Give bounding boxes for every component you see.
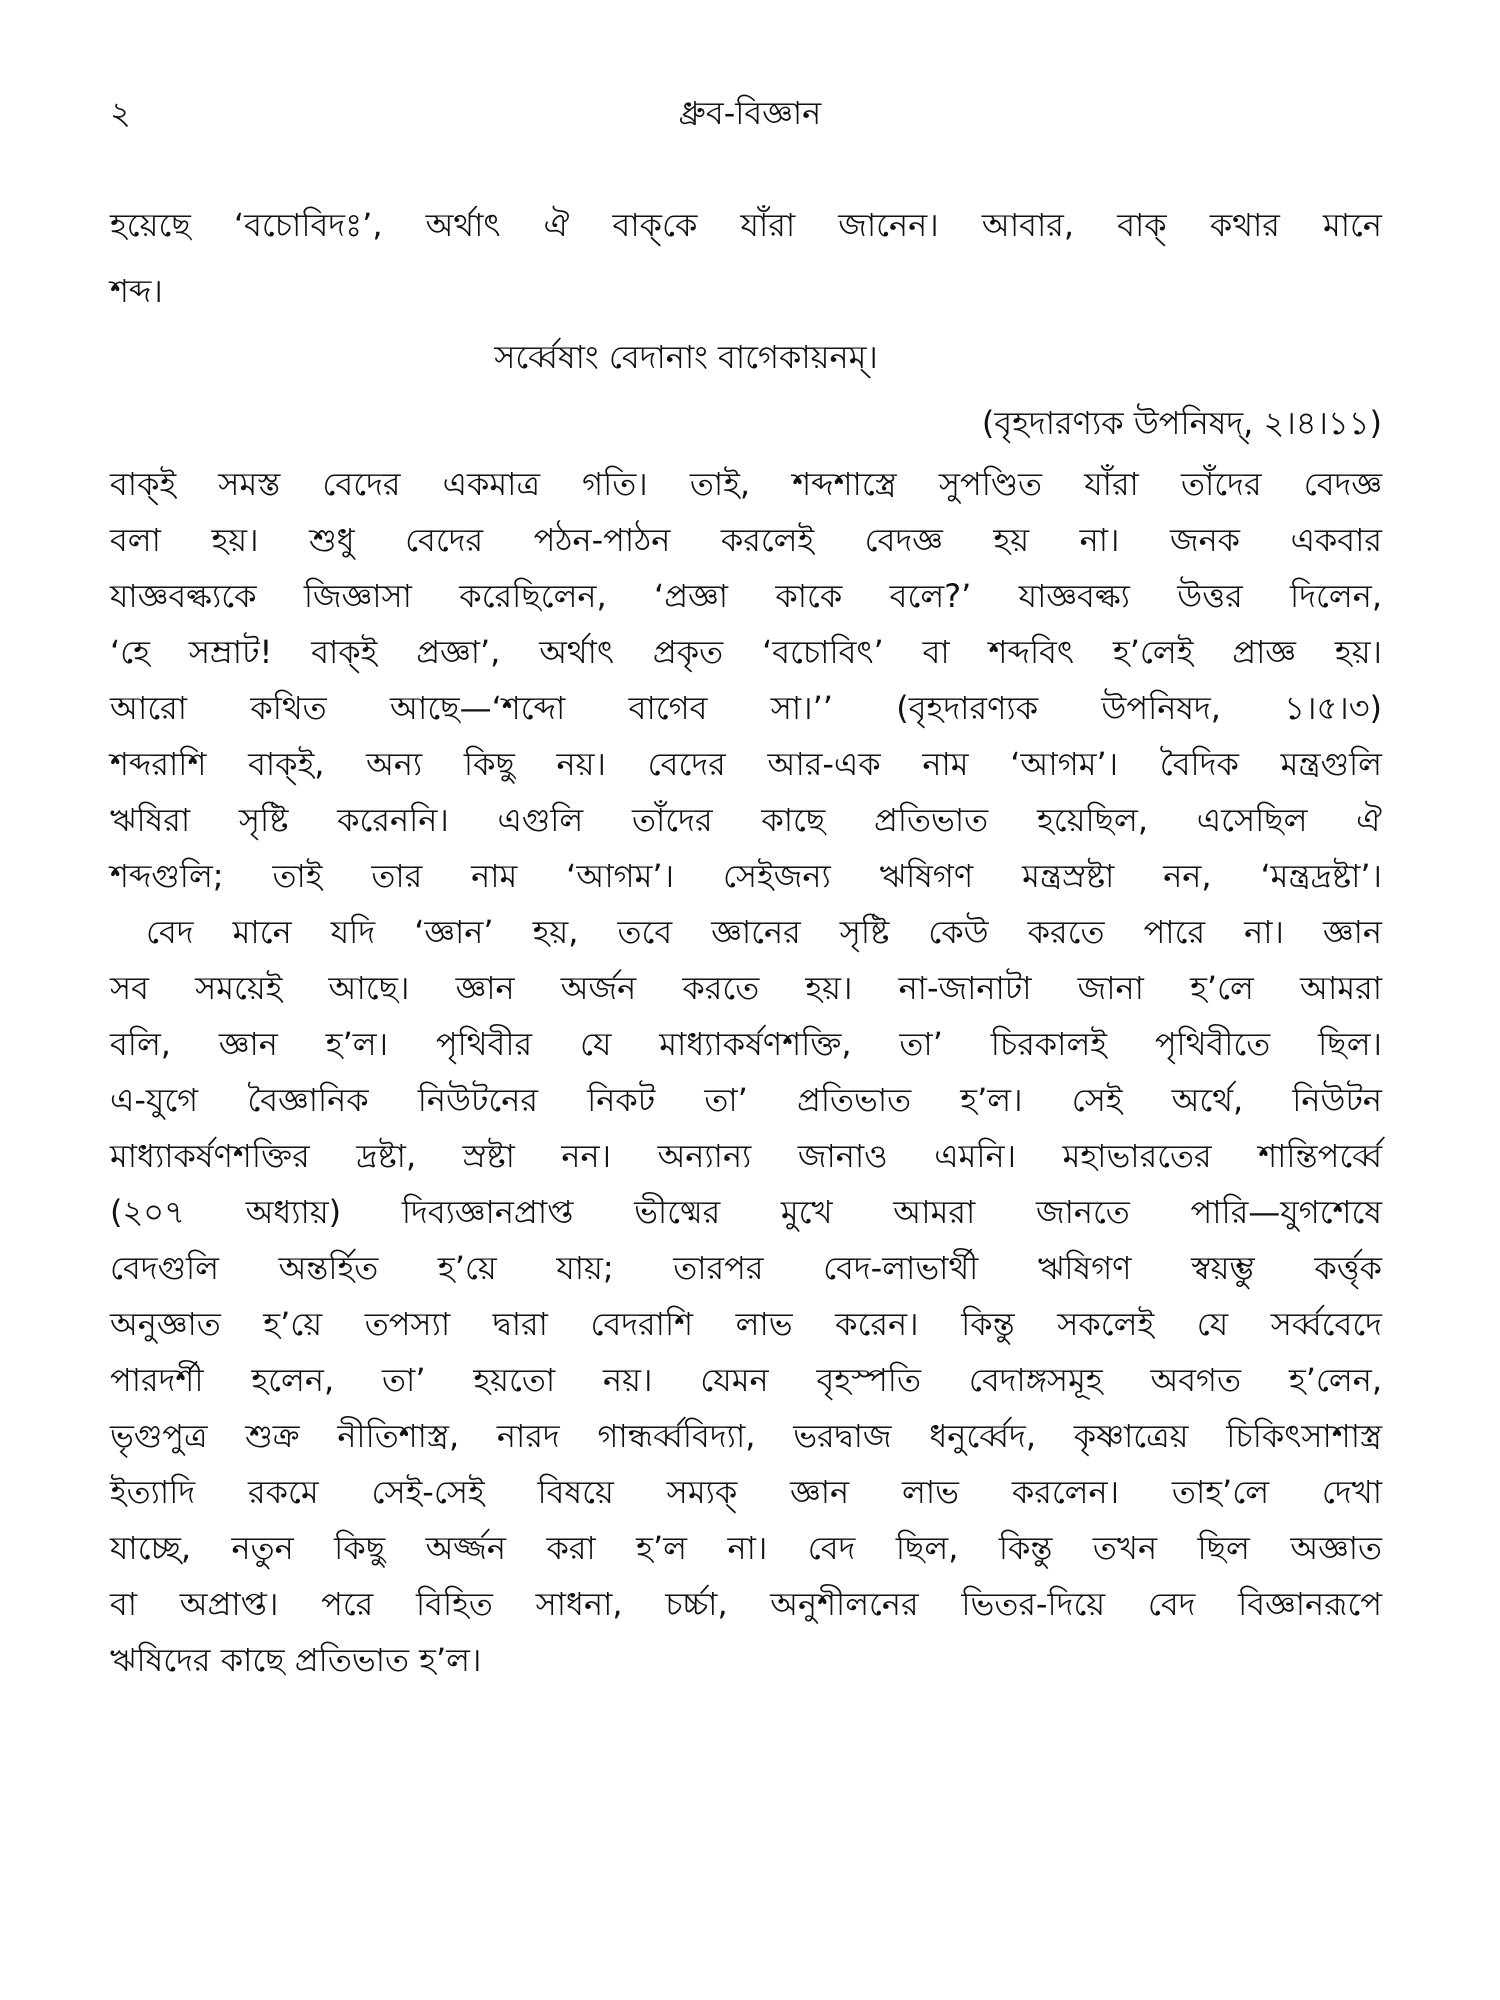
text-line: এ-যুগে বৈজ্ঞানিক নিউটনের নিকট তা’ প্রতিভাত হ’ল। সেই অর্থে, নিউটন [110,1081,1382,1119]
text-line: হয়েছে ‘বচোবিদঃ’, অর্থাৎ ঐ বাক্‌কে যাঁরা জানেন। আবার, বাক্ কথার মানে [110,206,1382,244]
text-line: বলা হয়। শুধু বেদের পঠন-পাঠন করলেই বেদজ্ঞ হয় না। জনক একবার [110,521,1382,559]
page-number: ২ [110,94,131,132]
page-body [110,192,1382,1688]
quote-citation: (বৃহদারণ্যক উপনিষদ্, ২।৪।১১) [981,404,1382,442]
text-line: বা অপ্রাপ্ত। পরে বিহিত সাধনা, চর্চ্চা, অনুশীলনের ভিতর-দিয়ে বেদ বিজ্ঞানরূপে [110,1585,1382,1623]
text-line: বলি, জ্ঞান হ’ল। পৃথিবীর যে মাধ্যাকর্ষণশক্তি, তা’ চিরকালই পৃথিবীতে ছিল। [110,1025,1382,1063]
text-line: আরো কথিত আছে—‘শব্দো বাগেব সা।’’ (বৃহদারণ্যক উপনিষদ, ১।৫।৩) [110,689,1382,727]
text-line: সব সময়েই আছে। জ্ঞান অর্জন করতে হয়। না-জানাটা জানা হ’লে আমরা [110,969,1382,1007]
text-line: শব্দগুলি; তাই তার নাম ‘আগম’। সেইজন্য ঋষিগণ মন্ত্রস্রষ্টা নন, ‘মন্ত্রদ্রষ্টা’। [110,857,1382,895]
text-line: পারদর্শী হলেন, তা’ হয়তো নয়। যেমন বৃহস্পতি বেদাঙ্গসমূহ অবগত হ’লেন, [110,1361,1382,1399]
text-line: শব্দরাশি বাক্‌ই, অন্য কিছু নয়। বেদের আর-এক নাম ‘আগম’। বৈদিক মন্ত্রগুলি [110,745,1382,783]
text-line: শব্দ। [110,272,163,310]
text-line: যাচ্ছে, নতুন কিছু অর্জ্জন করা হ’ল না। বেদ ছিল, কিন্তু তখন ছিল অজ্ঞাত [110,1529,1382,1567]
text-line: (২০৭ অধ্যায়) দিব্যজ্ঞানপ্রাপ্ত ভীষ্মের মুখে আমরা জানতে পারি—যুগশেষে [110,1193,1382,1231]
text-line: ইত্যাদি রকমে সেই-সেই বিষয়ে সম্যক্ জ্ঞান লাভ করলেন। তাহ’লে দেখা [110,1473,1382,1511]
text-line: অনুজ্ঞাত হ’য়ে তপস্যা দ্বারা বেদরাশি লাভ করেন। কিন্তু সকলেই যে সর্ব্ববেদে [110,1305,1382,1343]
text-line: ঋষিদের কাছে প্রতিভাত হ’ল। [110,1641,482,1679]
text-line: বেদগুলি অন্তর্হিত হ’য়ে যায়; তারপর বেদ-লাভার্থী ঋষিগণ স্বয়ম্ভু কর্ত্তৃক [110,1249,1382,1287]
text-line: যাজ্ঞবল্ক্যকে জিজ্ঞাসা করেছিলেন, ‘প্রজ্ঞা কাকে বলে?’ যাজ্ঞবল্ক্য উত্তর দিলেন, [110,577,1382,615]
sanskrit-quote: সর্ব্বেষাং বেদানাং বাগেকায়নম্। [494,338,878,376]
text-line: ‘হে সম্রাট! বাক্‌ই প্রজ্ঞা’, অর্থাৎ প্রকৃত ‘বচোবিৎ’ বা শব্দবিৎ হ’লেই প্রাজ্ঞ হয়। [110,633,1382,671]
running-title: ধ্রুব-বিজ্ঞান [678,94,822,132]
text-line: বাক্‌ই সমস্ত বেদের একমাত্র গতি। তাই, শব্দশাস্ত্রে সুপণ্ডিত যাঁরা তাঁদের বেদজ্ঞ [110,465,1382,503]
text-line: ভৃগুপুত্র শুক্র নীতিশাস্ত্র, নারদ গান্ধর্ব্ববিদ্যা, ভরদ্বাজ ধনুর্ব্বেদ, কৃষ্ণাত্রেয় চিকিৎসাশাস্ত্র [110,1417,1382,1455]
text-line: মাধ্যাকর্ষণশক্তির দ্রষ্টা, স্রষ্টা নন। অন্যান্য জানাও এমনি। মহাভারতের শান্তিপর্ব্বে [110,1137,1382,1175]
paragraph-start-line: বেদ মানে যদি ‘জ্ঞান’ হয়, তবে জ্ঞানের সৃষ্টি কেউ করতে পারে না। জ্ঞান [146,913,1382,951]
text-line: ঋষিরা সৃষ্টি করেননি। এগুলি তাঁদের কাছে প্রতিভাত হয়েছিল, এসেছিল ঐ [110,801,1382,839]
